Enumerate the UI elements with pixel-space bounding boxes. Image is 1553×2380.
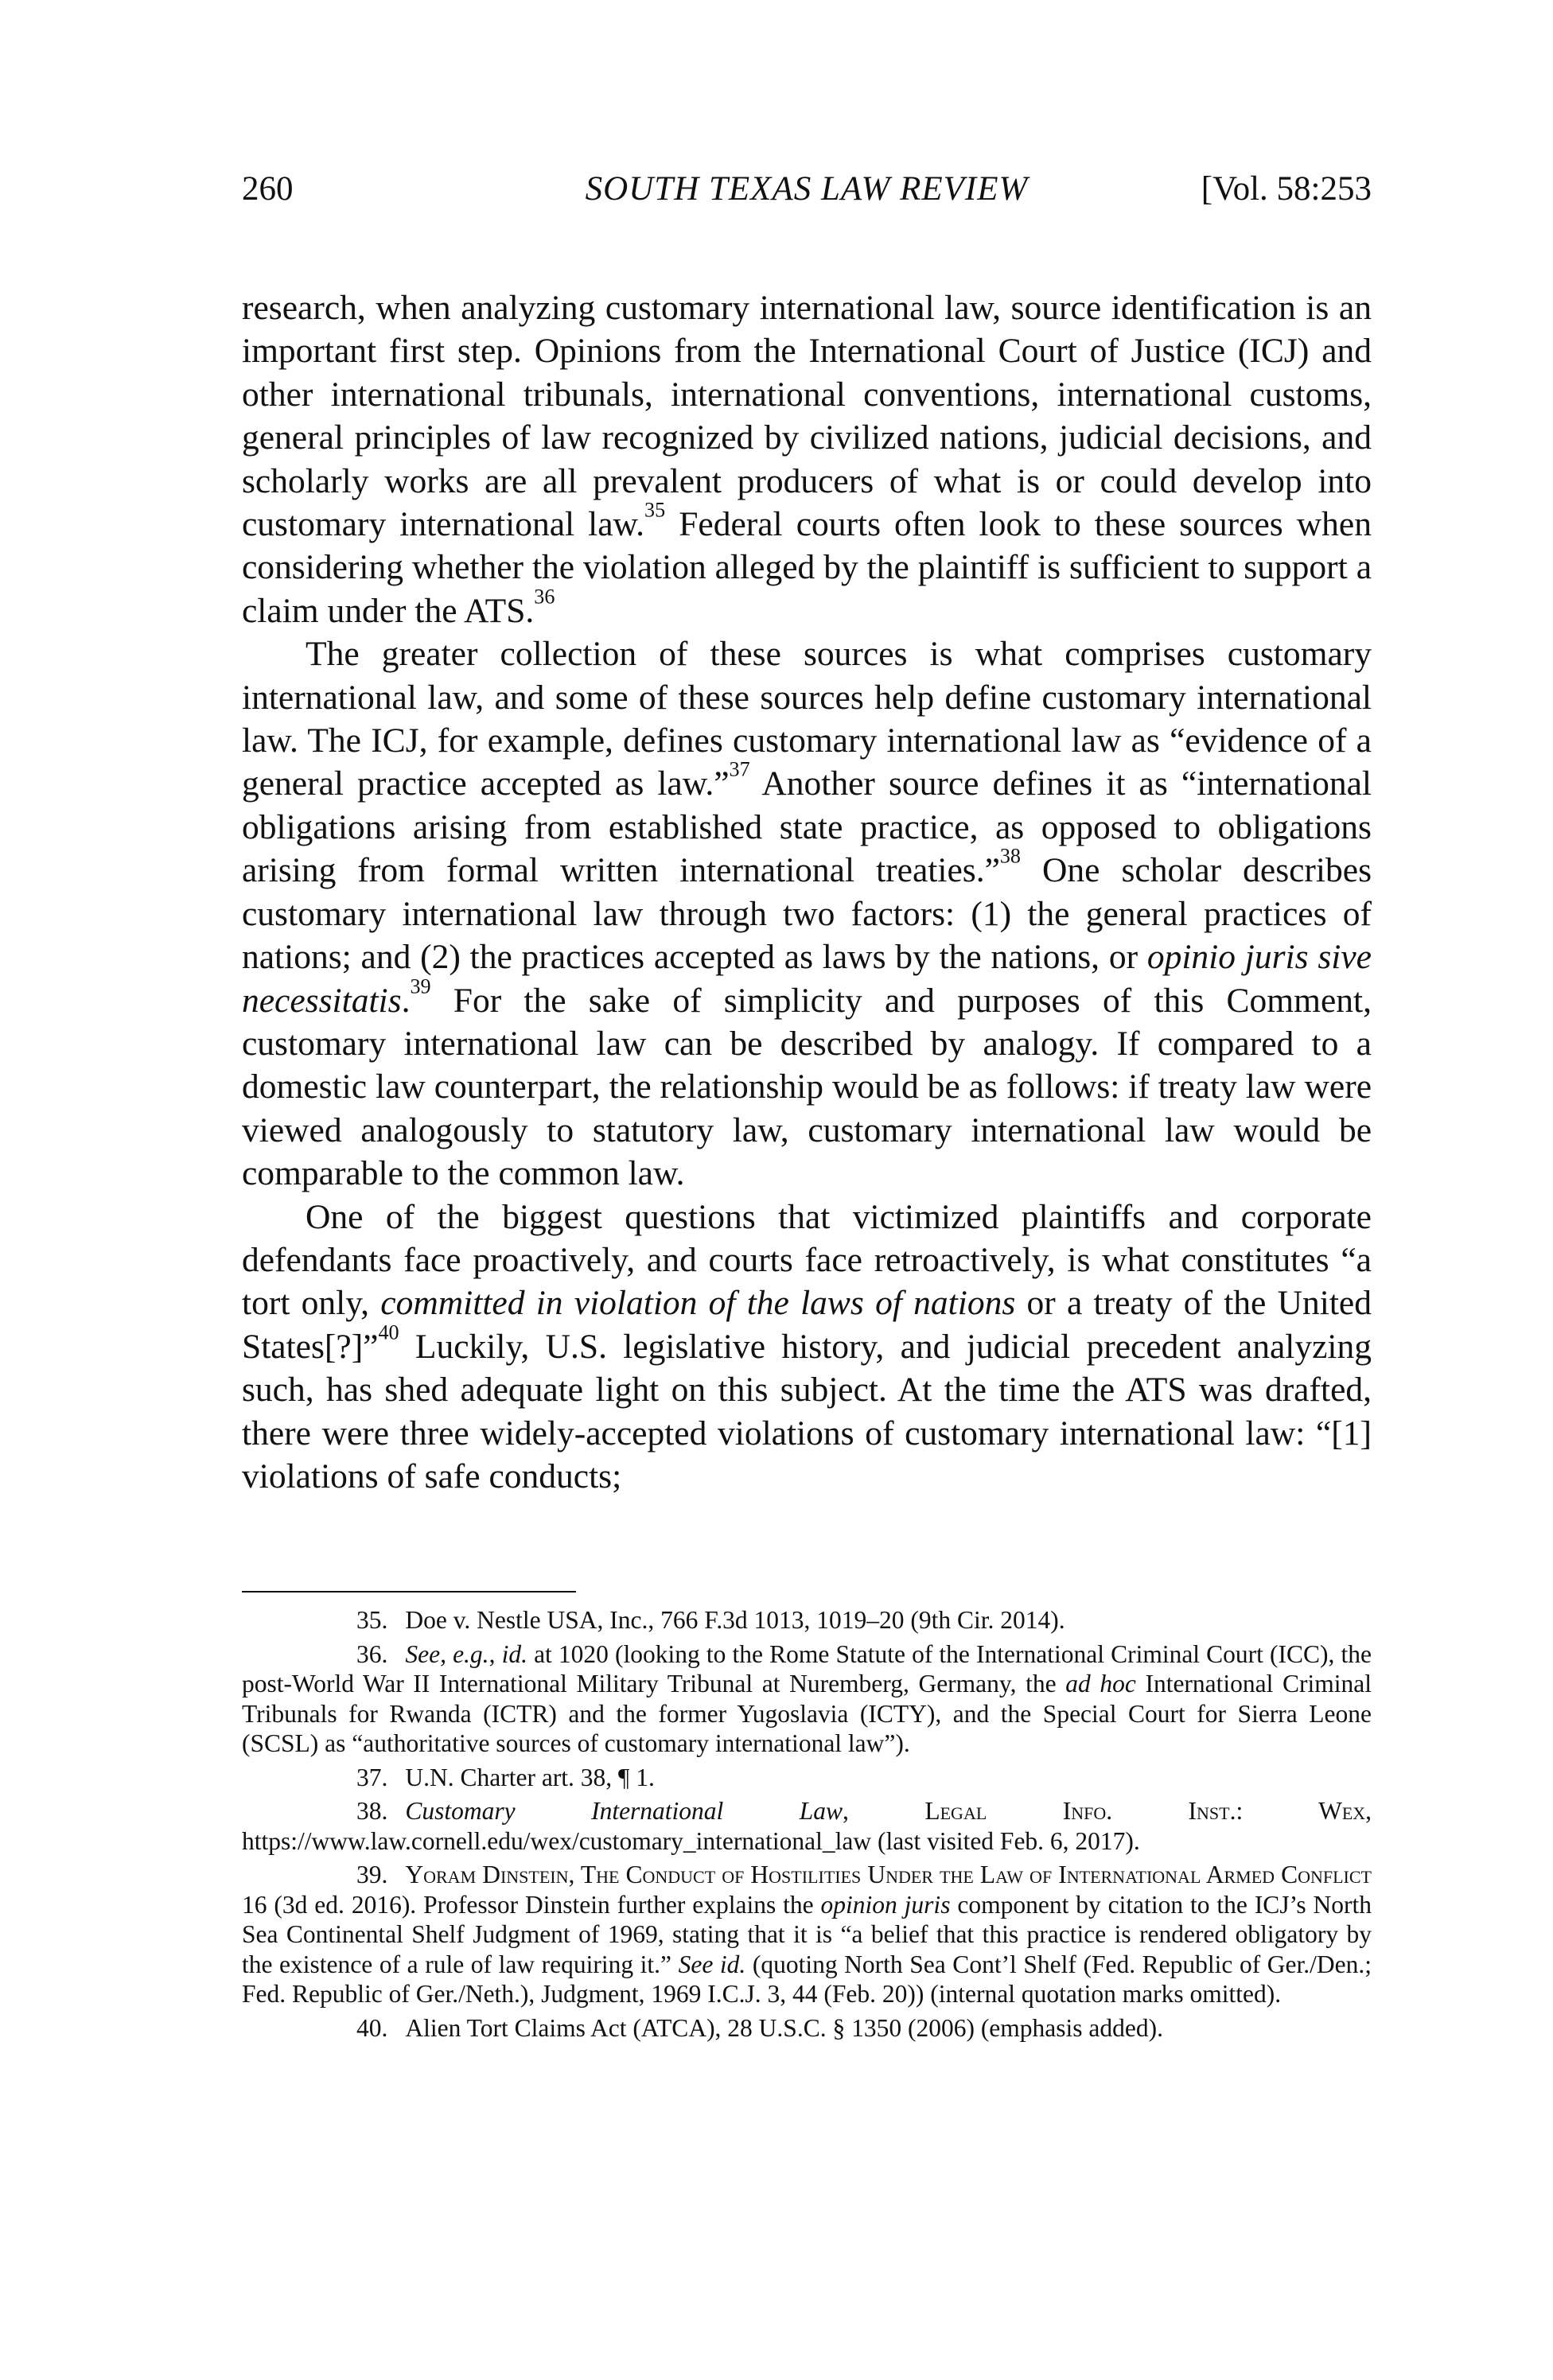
page-number: 260 [242, 170, 294, 208]
journal-title: SOUTH TEXAS LAW REVIEW [585, 170, 1029, 208]
footnote-signal: See id. [678, 1950, 746, 1978]
footnote-40 [242, 2013, 1372, 2044]
footnote-ref-36: 36 [534, 585, 555, 609]
paragraph-2-text-d: For the sake of simplicity and purposes of this Comment, customary international law can be described by analogy. If compared to a domestic law counterpart, the relationship would be as follows: if treaty law were viewed analogously to statutory law, customary international law would be comparable to the common law. [242, 981, 1372, 1193]
paragraph-3-italic: committed in violation of the laws of nations [380, 1284, 1016, 1323]
footnote-text: 16 (3d ed. 2016). Professor Dinstein further explains the [242, 1890, 821, 1919]
footnote-italic: ad hoc [1065, 1670, 1136, 1698]
footnotes [242, 1605, 1372, 2047]
footnote-35 [242, 1605, 1372, 1635]
footnote-text: (quoting North Sea Cont’l Shelf (Fed. Republic of Ger./Den.; Fed. Republic of Ger./Neth.), Judgment, 1969 I.C.J. 3, 44 (Feb. 20)) (internal quotation marks omitted). [242, 1950, 1372, 2008]
footnote-number: 39. [356, 1861, 388, 1888]
paragraph-3-text-b: or a treaty of the United States[?]” [242, 1284, 1372, 1366]
paragraph-2 [242, 632, 1372, 1195]
footnote-ref-37: 37 [729, 757, 750, 781]
opinio-juris-italic: opinio juris sive necessitatis [242, 938, 1372, 1020]
paragraph-3-text-c: Luckily, U.S. legislative history, and judicial precedent analyzing such, has shed adequate light on this subject. At the time the ATS was drafted, there were three widely-accepted violations of customary international law: “[1] violations of safe conducts; [242, 1327, 1372, 1495]
footnote-separator: , [488, 1639, 502, 1668]
footnote-36 [242, 1639, 1372, 1759]
footnote-text: U.N. Charter art. 38, ¶ 1. [405, 1763, 655, 1791]
footnote-text: Alien Tort Claims Act (ATCA), 28 U.S.C. § 1350 (2006) (emphasis added). [405, 2013, 1163, 2042]
paragraph-3-text-a: One of the biggest questions that victimized plaintiffs and corporate defendants face proactively, and courts face retroactively, is what constitutes “a tort only, [242, 1197, 1372, 1323]
footnote-number: 38. [356, 1797, 388, 1825]
paragraph-2-period: . [401, 981, 411, 1020]
paragraph-1-text-a: research, when analyzing customary international law, source identification is an important first step. Opinions from the International Court of Justice (ICJ) and other international tribunals, international conventions, international customs, general principles of law recognized by civilized nations, judicial decisions, and scholarly works are all prevalent producers of what is or could develop into customary international law. [242, 289, 1372, 544]
paragraph-1 [242, 286, 1372, 632]
footnote-ref-39: 39 [410, 974, 431, 998]
body-text [242, 286, 1372, 1498]
footnote-text: , https://www.law.cornell.edu/wex/customary_international_law (last visited Feb. 6, 2017). [242, 1797, 1372, 1855]
volume-citation: [Vol. 58:253 [1201, 170, 1372, 208]
paragraph-2-text-c: One scholar describes customary international law through two factors: (1) the general practices of nations; and (2) the practices accepted as laws by the nations, or [242, 851, 1372, 977]
footnote-text: component by citation to the ICJ’s North Sea Continental Shelf Judgment of 1969, stating that it is “a belief that this practice is rendered obligatory by the existence of a rule of law requiring it.” [242, 1890, 1372, 1978]
footnote-37 [242, 1763, 1372, 1793]
footnote-number: 36. [356, 1639, 388, 1668]
footnote-ref-40: 40 [378, 1320, 399, 1344]
paragraph-2-text-b: Another source defines it as “international obligations arising from established state practice, as opposed to obligations arising from formal written international treaties.” [242, 764, 1372, 890]
paragraph-2-text-a: The greater collection of these sources is what comprises customary international law, and some of these sources help define customary international law. The ICJ, for example, defines customary international law as “evidence of a general practice accepted as law.” [242, 635, 1372, 803]
footnote-39 [242, 1860, 1372, 2009]
footnote-signal: See, e.g. [405, 1639, 489, 1668]
footnote-text: Doe v. Nestle USA, Inc., 766 F.3d 1013, 1019–20 (9th Cir. 2014). [405, 1606, 1065, 1634]
footnote-text: at 1020 (looking to the Rome Statute of the International Criminal Court (ICC), the post-World War II International Military Tribunal at Nuremberg, Germany, the [242, 1639, 1372, 1698]
footnote-number: 35. [356, 1606, 388, 1634]
running-head [242, 165, 1372, 213]
footnote-title: Customary International Law [405, 1797, 843, 1825]
footnote-text: International Criminal Tribunals for Rwanda (ICTR) and the former Yugoslavia (ICTY), and the Special Court for Sierra Leone (SCSL) as “authoritative sources of customary international law”). [242, 1670, 1372, 1757]
footnote-ref-38: 38 [999, 844, 1021, 868]
footnote-book-title: Yoram Dinstein, The Conduct of Hostilities Under the Law of International Armed Conflict [405, 1861, 1372, 1888]
footnote-number: 40. [356, 2013, 388, 2042]
footnote-ref-35: 35 [644, 498, 666, 522]
footnote-divider [242, 1591, 576, 1592]
footnote-38 [242, 1796, 1372, 1856]
footnote-id: id. [501, 1639, 527, 1668]
footnote-number: 37. [356, 1763, 388, 1791]
footnote-italic: opinion juris [820, 1890, 951, 1919]
footnote-separator: , [843, 1797, 925, 1825]
paragraph-1-text-b: Federal courts often look to these sources when considering whether the violation alleged by the plaintiff is sufficient to support a claim under the ATS. [242, 505, 1372, 630]
footnote-source: Legal Info. Inst.: Wex [924, 1797, 1366, 1825]
paragraph-3 [242, 1196, 1372, 1499]
